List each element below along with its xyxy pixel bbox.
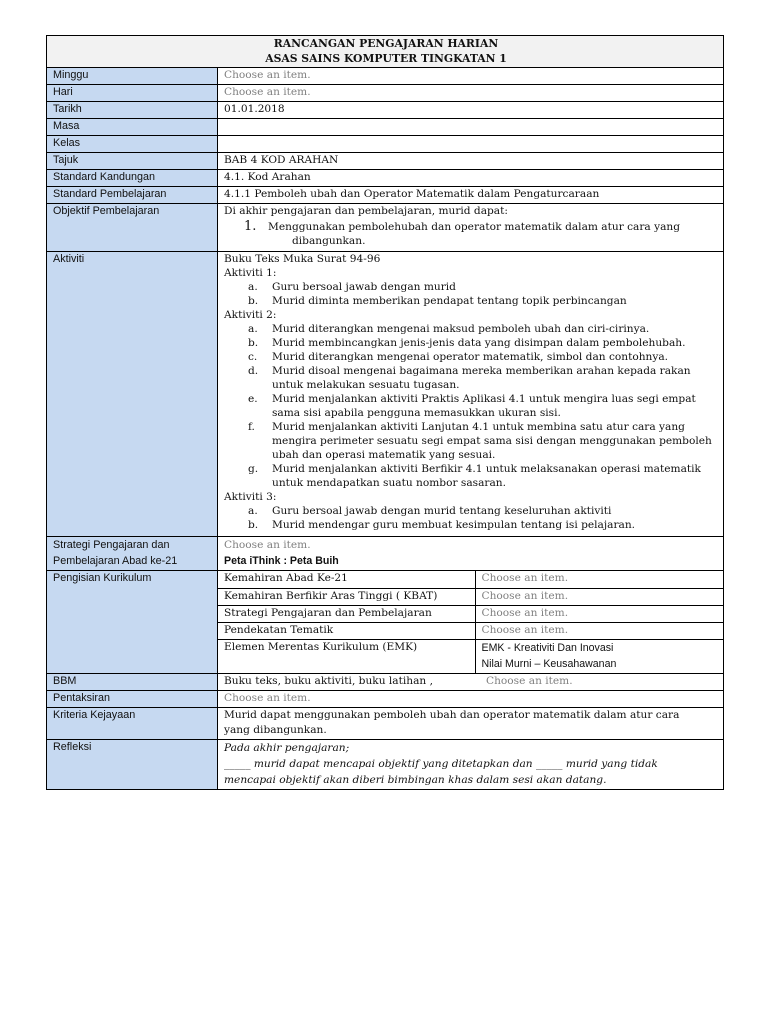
label-objektif: Objektif Pembelajaran — [47, 204, 218, 252]
tajuk-field[interactable]: BAB 4 KOD ARAHAN — [218, 153, 724, 170]
emk-value-1: EMK - Kreativiti Dan Inovasi — [481, 641, 614, 654]
objektif-number: 1. — [244, 219, 257, 234]
page-subtitle: ASAS SAINS KOMPUTER TINGKATAN 1 — [265, 52, 507, 65]
refleksi-field[interactable] — [218, 740, 724, 790]
objektif-item-cont: dibangunkan. — [292, 235, 366, 247]
kriteria-line2: yang dibangunkan. — [224, 724, 327, 736]
tematik-dropdown[interactable]: Choose an item. — [475, 622, 723, 639]
activity-item-marker: a. — [248, 505, 258, 517]
aktiviti-2-title: Aktiviti 2: — [224, 309, 277, 321]
activity-item-marker: b. — [248, 519, 259, 531]
activity-item — [248, 280, 719, 294]
label-strategi-line1: Strategi Pengajaran dan — [53, 539, 170, 551]
refleksi-line3: mencapai objektif akan diberi bimbingan khas dalam sesi akan datang. — [224, 774, 607, 786]
tematik-label: Pendekatan Tematik — [218, 622, 475, 639]
activity-item-text: Murid mendengar guru membuat kesimpulan tentang isi pelajaran. — [272, 519, 636, 531]
emk-label: Elemen Merentas Kurikulum (EMK) — [218, 639, 475, 673]
label-minggu: Minggu — [47, 68, 218, 85]
activity-item-text: Guru bersoal jawab dengan murid tentang keseluruhan aktiviti — [272, 505, 612, 517]
activity-item-text: Murid diterangkan mengenai maksud pemboleh ubah dan ciri-cirinya. — [272, 323, 650, 335]
kriteria-line1: Murid dapat menggunakan pemboleh ubah dan operator matematik dalam atur cara — [224, 709, 680, 721]
label-strategi-line2: Pembelajaran Abad ke-21 — [53, 555, 178, 567]
activity-item-marker: b. — [248, 337, 259, 349]
kriteria-field[interactable] — [218, 708, 724, 740]
aktiviti-2-list — [224, 322, 719, 490]
minggu-dropdown[interactable]: Choose an item. — [218, 68, 724, 85]
label-pentaksiran: Pentaksiran — [47, 691, 218, 708]
pengisian-field — [218, 571, 724, 674]
activity-item — [248, 322, 719, 336]
activity-item — [248, 364, 719, 392]
activity-item-marker: e. — [248, 393, 258, 405]
activity-item-text: Murid menjalankan aktiviti Berfikir 4.1 untuk melaksanakan operasi matematik untuk mendapatkan suatu nombor sasaran. — [272, 463, 701, 489]
strategi-dropdown[interactable]: Choose an item. — [224, 539, 311, 551]
label-masa: Masa — [47, 119, 218, 136]
hari-dropdown[interactable]: Choose an item. — [218, 85, 724, 102]
label-strategi — [47, 537, 218, 571]
activity-item-text: Guru bersoal jawab dengan murid — [272, 281, 456, 293]
activity-item — [248, 392, 719, 420]
label-refleksi: Refleksi — [47, 740, 218, 790]
activity-item-text: Murid menjalankan aktiviti Praktis Aplikasi 4.1 untuk mengira luas segi empat sama sisi apabila pengguna memasukkan ukuran sisi. — [272, 393, 696, 419]
label-tajuk: Tajuk — [47, 153, 218, 170]
kbat-dropdown[interactable]: Choose an item. — [475, 588, 723, 605]
kbat-label: Kemahiran Berfikir Aras Tinggi ( KBAT) — [218, 588, 475, 605]
activity-item-marker: a. — [248, 323, 258, 335]
aktiviti-field[interactable] — [218, 252, 724, 537]
activity-item — [248, 518, 719, 532]
activity-item-text: Murid disoal mengenai bagaimana mereka memberikan arahan kepada rakan untuk melakukan sesuatu tugasan. — [272, 365, 691, 391]
strategi-pp-label: Strategi Pengajaran dan Pembelajaran — [218, 605, 475, 622]
bbm-dropdown[interactable]: Choose an item. — [486, 675, 573, 687]
peta-ithink: Peta iThink : Peta Buih — [224, 555, 339, 567]
aktiviti-3-title: Aktiviti 3: — [224, 491, 277, 503]
abad21-label: Kemahiran Abad Ke-21 — [218, 571, 475, 588]
activity-item — [248, 462, 719, 490]
strategi-field[interactable] — [218, 537, 724, 571]
table-header — [47, 36, 724, 68]
activity-item-marker: g. — [248, 463, 259, 475]
activity-item-marker: f. — [248, 421, 255, 433]
abad21-dropdown[interactable]: Choose an item. — [475, 571, 723, 588]
activity-item — [248, 350, 719, 364]
standard-pembelajaran-field[interactable]: 4.1.1 Pemboleh ubah dan Operator Matematik dalam Pengaturcaraan — [218, 187, 724, 204]
objektif-item — [224, 220, 719, 248]
pentaksiran-dropdown[interactable]: Choose an item. — [218, 691, 724, 708]
activity-item-text: Murid diminta memberikan pendapat tentang topik perbincangan — [272, 295, 627, 307]
bbm-field[interactable] — [218, 674, 724, 691]
objektif-intro: Di akhir pengajaran dan pembelajaran, murid dapat: — [224, 205, 508, 217]
pengisian-subtable — [218, 571, 723, 673]
aktiviti-3-list — [224, 504, 719, 532]
aktiviti-1-list — [224, 280, 719, 308]
objektif-field[interactable] — [218, 204, 724, 252]
emk-field[interactable] — [475, 639, 723, 673]
activity-item-marker: c. — [248, 351, 258, 363]
objektif-item-text: Menggunakan pembolehubah dan operator matematik dalam atur cara yang — [268, 221, 681, 233]
label-pengisian: Pengisian Kurikulum — [47, 571, 218, 674]
standard-kandungan-field[interactable]: 4.1. Kod Arahan — [218, 170, 724, 187]
activity-item-text: Murid diterangkan mengenai operator matematik, simbol dan contohnya. — [272, 351, 669, 363]
activity-item — [248, 420, 719, 462]
label-standard-kandungan: Standard Kandungan — [47, 170, 218, 187]
lesson-plan-table — [46, 35, 724, 790]
kelas-field[interactable] — [218, 136, 724, 153]
emk-value-2: Nilai Murni – Keusahawanan — [481, 657, 617, 670]
strategi-pp-dropdown[interactable]: Choose an item. — [475, 605, 723, 622]
label-bbm: BBM — [47, 674, 218, 691]
refleksi-line2: _____ murid dapat mencapai objektif yang ditetapkan dan _____ murid yang tidak — [224, 758, 658, 770]
activity-item-marker: b. — [248, 295, 259, 307]
label-hari: Hari — [47, 85, 218, 102]
label-standard-pembelajaran: Standard Pembelajaran — [47, 187, 218, 204]
label-kelas: Kelas — [47, 136, 218, 153]
page-title: RANCANGAN PENGAJARAN HARIAN — [273, 37, 499, 50]
activity-item — [248, 504, 719, 518]
activity-item — [248, 294, 719, 308]
activity-item-text: Murid membincangkan jenis-jenis data yang disimpan dalam pembolehubah. — [272, 337, 686, 349]
aktiviti-buku: Buku Teks Muka Surat 94-96 — [224, 253, 381, 265]
label-tarikh: Tarikh — [47, 102, 218, 119]
activity-item-marker: a. — [248, 281, 258, 293]
tarikh-field[interactable]: 01.01.2018 — [218, 102, 724, 119]
masa-field[interactable] — [218, 119, 724, 136]
label-aktiviti: Aktiviti — [47, 252, 218, 537]
bbm-text: Buku teks, buku aktiviti, buku latihan , — [224, 675, 433, 687]
activity-item-marker: d. — [248, 365, 259, 377]
label-kriteria: Kriteria Kejayaan — [47, 708, 218, 740]
aktiviti-1-title: Aktiviti 1: — [224, 267, 277, 279]
activity-item-text: Murid menjalankan aktiviti Lanjutan 4.1 untuk membina satu atur cara yang mengira perimeter sesuatu segi empat sama sisi dengan menggunakan pemboleh ubah dan operasi matematik yang sesuai. — [272, 421, 712, 461]
refleksi-line1: Pada akhir pengajaran; — [224, 742, 350, 754]
activity-item — [248, 336, 719, 350]
